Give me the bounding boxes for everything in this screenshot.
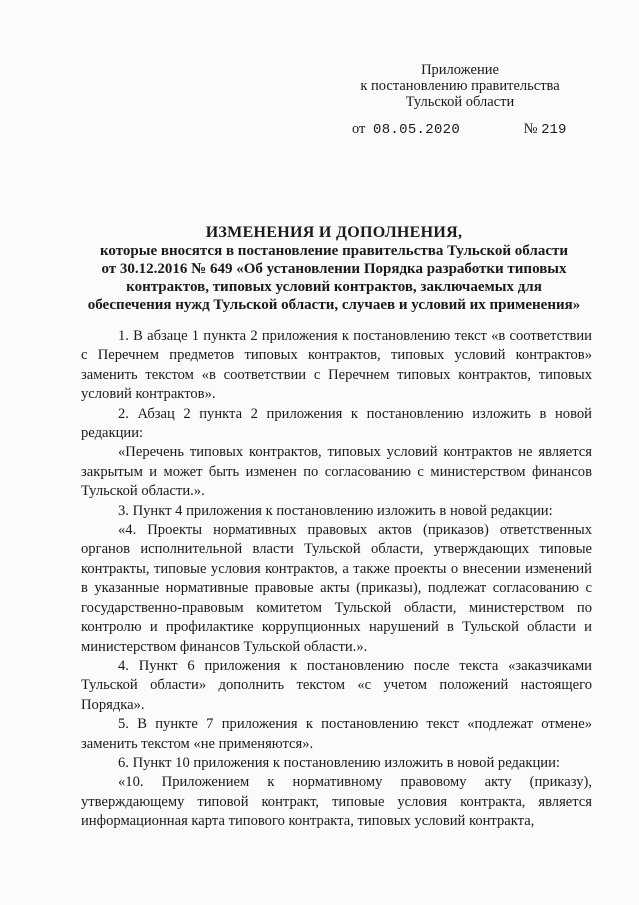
title-line-2: которые вносятся в постановление правительства Тульской области — [99, 243, 569, 259]
appendix-header — [340, 62, 580, 110]
appendix-label: Приложение — [421, 62, 499, 78]
paragraph-6-quote: «10. Приложением к нормативному правовому акту (приказу), утверждающему типовой контракт, типовые условия контракта, является информационная карта типового контракта, типовых условий контракта, — [81, 774, 592, 830]
date-prefix: от — [352, 121, 366, 137]
document-body — [81, 327, 592, 832]
resolution-meta — [352, 121, 566, 138]
number-prefix: № — [523, 121, 538, 137]
title-line-3: от 30.12.2016 № 649 «Об установлении Порядка разработки типовых — [101, 261, 567, 277]
paragraph-4: 4. Пункт 6 приложения к постановлению после текста «заказчиками Тульской области» дополнить текстом «с учетом положений настоящего Порядка». — [81, 657, 592, 713]
title-line-1: ИЗМЕНЕНИЯ И ДОПОЛНЕНИЯ, — [205, 224, 463, 241]
paragraph-3: 3. Пункт 4 приложения к постановлению изложить в новой редакции: — [118, 502, 553, 519]
paragraph-5: 5. В пункте 7 приложения к постановлению текст «подлежат отмене» заменить текстом «не применяются». — [81, 716, 592, 752]
paragraph-2-quote: «Перечень типовых контрактов, типовых условий контрактов не является закрытым и может быть изменен по согласованию с министерством финансов Тульской области.». — [81, 444, 592, 500]
document-title — [60, 224, 608, 314]
paragraph-6: 6. Пункт 10 приложения к постановлению изложить в новой редакции: — [118, 754, 560, 771]
resolution-number: 219 — [541, 122, 567, 138]
appendix-region-line: Тульской области — [405, 94, 515, 110]
resolution-date: 08.05.2020 — [373, 122, 461, 138]
paragraph-3-quote: «4. Проекты нормативных правовых актов (приказов) ответственных органов исполнительной власти Тульской области, утверждающих типовые контракты, типовые условия контрактов, а также проекты о внесении изменений в указанные нормативные правовые акты (приказы), подлежат согласованию с государственно-правовым комитетом Тульской области, министерством по контролю и профилактике коррупционных нарушений в Тульской области и министерством финансов Тульской области.». — [81, 522, 592, 655]
paragraph-2: 2. Абзац 2 пункта 2 приложения к постановлению изложить в новой редакции: — [81, 405, 592, 442]
title-line-4: контрактов, типовых условий контрактов, заключаемых для — [126, 279, 542, 295]
title-line-5: обеспечения нужд Тульской области, случаев и условий их применения» — [87, 297, 581, 313]
paragraph-1: 1. В абзаце 1 пункта 2 приложения к постановлению текст «в соответствии с Перечнем предметов типовых контрактов, типовых условий контрактов» заменить текстом «в соответствии с Перечнем типовых контрактов, типовых условий контрактов». — [81, 328, 592, 403]
appendix-resolution-line: к постановлению правительства — [360, 78, 560, 94]
